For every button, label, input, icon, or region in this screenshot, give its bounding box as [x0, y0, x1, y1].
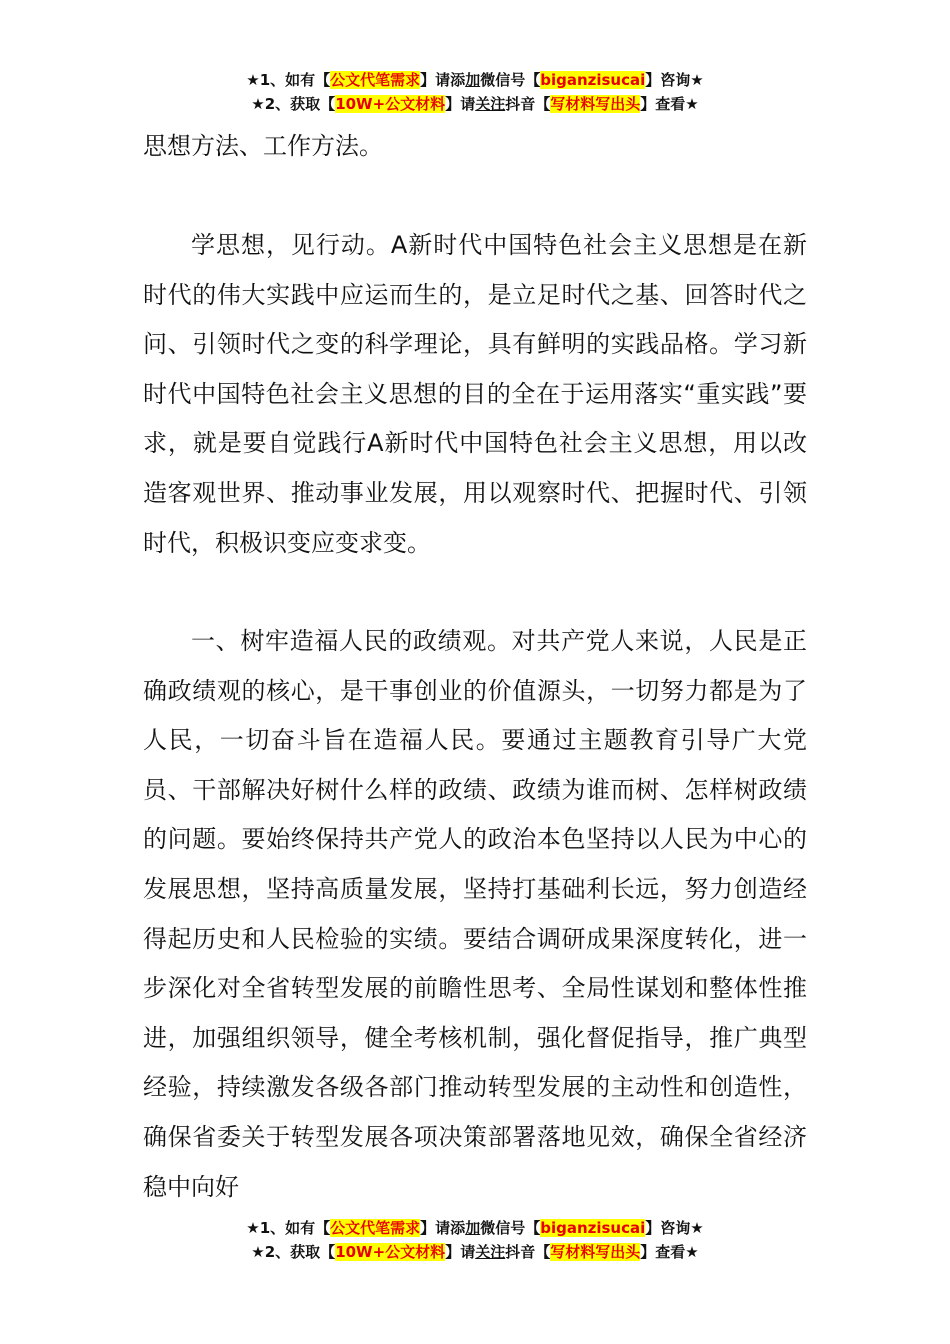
banner-line-2 — [0, 92, 950, 116]
banner-highlight: 写材料写出头 — [550, 95, 641, 113]
banner-text: 】请 — [445, 95, 476, 113]
banner-text: ★2、获取【 — [251, 1243, 336, 1261]
banner-underlined-text: 关注 — [475, 95, 506, 113]
banner-text: 抖音【 — [505, 95, 551, 113]
banner-highlight: biganzisucai — [540, 71, 646, 89]
paragraph-section-one — [143, 617, 807, 1212]
banner-text: ★2、获取【 — [251, 95, 336, 113]
paragraph-study-thought — [143, 221, 807, 568]
banner-text: 】查看★ — [640, 95, 699, 113]
footer-banner — [0, 1216, 950, 1264]
banner-line-1 — [0, 68, 950, 92]
banner-text: 】咨询★ — [645, 1219, 704, 1237]
banner-underlined-text: 关注 — [475, 1243, 506, 1261]
banner-underlined-text: 加 — [465, 71, 481, 89]
banner-highlight: 公文代笔需求 — [330, 1219, 421, 1237]
banner-underlined-text: 加 — [465, 1219, 481, 1237]
banner-text: 抖音【 — [505, 1243, 551, 1261]
paragraph: 学思想，见行动。A新时代中国特色社会主义思想是在新时代的伟大实践中应运而生的，是立足时代之基、回答时代之问、引领时代之变的科学理论，具有鲜明的实践品格。学习新时代中国特色社会主义思想的目的全在于运用落实“重实践”要求，就是要自觉践行A新时代中国特色社会主义思想，用以改造客观世界、推动事业发展，用以观察时代、把握时代、引领时代，积极识变应变求变。 — [143, 231, 807, 557]
banner-line-1 — [0, 1216, 950, 1240]
banner-text: ★1、如有【 — [246, 71, 331, 89]
banner-highlight: biganzisucai — [540, 1219, 646, 1237]
banner-highlight: 10W+公文材料 — [335, 95, 446, 113]
banner-text: 】请添 — [420, 1219, 466, 1237]
paragraph: 一、树牢造福人民的政绩观。对共产党人来说，人民是正确政绩观的核心，是干事创业的价值源头，一切努力都是为了人民，一切奋斗旨在造福人民。要通过主题教育引导广大党员、干部解决好树什么样的政绩、政绩为谁而树、怎样树政绩的问题。要始终保持共产党人的政治本色坚持以人民为中心的发展思想，坚持高质量发展，坚持打基础利长远，努力创造经得起历史和人民检验的实绩。要结合调研成果深度转化，进一步深化对全省转型发展的前瞻性思考、全局性谋划和整体性推进，加强组织领导，健全考核机制，强化督促指导，推广典型经验，持续激发各级各部门推动转型发展的主动性和创造性，确保省委关于转型发展各项决策部署落地见效，确保全省经济稳中向好 — [143, 627, 807, 1201]
banner-highlight: 写材料写出头 — [550, 1243, 641, 1261]
banner-text: 】请添 — [420, 71, 466, 89]
banner-highlight: 10W+公文材料 — [335, 1243, 446, 1261]
banner-text: 】查看★ — [640, 1243, 699, 1261]
paragraph: 思想方法、工作方法。 — [143, 132, 383, 160]
banner-text: ★1、如有【 — [246, 1219, 331, 1237]
header-banner — [0, 68, 950, 116]
banner-highlight: 公文代笔需求 — [330, 71, 421, 89]
banner-line-2 — [0, 1240, 950, 1264]
banner-text: 】咨询★ — [645, 71, 704, 89]
banner-text: 微信号【 — [480, 71, 541, 89]
paragraph-continuation — [143, 122, 807, 172]
banner-text: 】请 — [445, 1243, 476, 1261]
banner-text: 微信号【 — [480, 1219, 541, 1237]
